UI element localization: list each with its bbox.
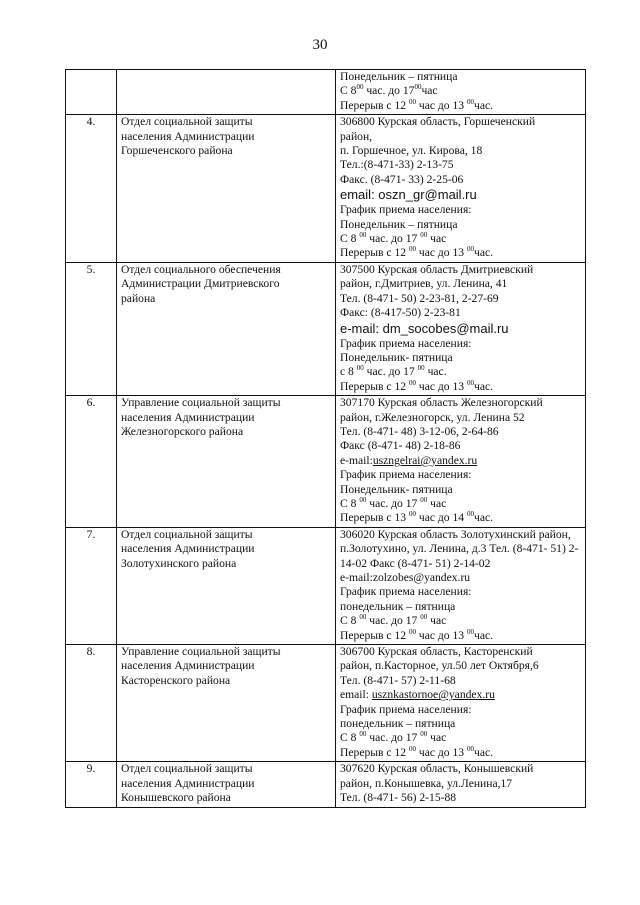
contact-info: 307500 Курская область Дмитриевский район, г.Дмитриев, ул. Ленина, 41 Тел. (8-471- 50) 2-23-81, 2-27-69 Факс: (8-417-50) 2-23-81 e-mail: dm_socobes@mail.ru График приема населения: Понедельник- пятница с 8 $^{00}$ час. до 17 $^{00}$ час. Перерыв с 12 $^{00}$ час до 13 $^{00}$час.: [336, 262, 586, 395]
row-number: 7.: [66, 527, 117, 644]
hours: С 8 $^{00}$ час. до 17 $^{00}$ час: [340, 613, 447, 628]
table-row-continuation: [66, 70, 586, 115]
email-link[interactable]: email: oszn_gr@mail.ru: [340, 187, 477, 203]
phone: Тел. (8-471- 56) 2-15-88: [340, 791, 457, 805]
info-cell: [336, 70, 586, 115]
address: 307170 Курская область Железногорский: [340, 396, 543, 410]
break: Перерыв с 12 $^{00}$ час до 13 $^{00}$час.: [340, 97, 494, 112]
email-link[interactable]: e-mail:zolzobes@yandex.ru: [340, 571, 471, 584]
hours: С 8 $^{00}$ час. до 17 $^{00}$ час: [340, 495, 447, 510]
email-link[interactable]: uszngelrai@yandex.ru: [372, 453, 478, 467]
org-name: Отдел социальной защиты населения Администрации Золотухинского района: [117, 527, 336, 644]
table-row: [66, 762, 586, 807]
org-name: Отдел социальной защиты населения Администрации Конышевского района: [117, 762, 336, 807]
row-number: 8.: [66, 645, 117, 762]
email: email: usznkastornoe@yandex.ru: [340, 688, 495, 702]
email: e-mail:uszngelrai@yandex.ru: [340, 453, 478, 467]
org-name: Управление социальной защиты населения Администрации Касторенского района: [117, 645, 336, 762]
contact-info: 306700 Курская область, Касторенский район, п.Касторное, ул.50 лет Октября,6 Тел. (8-471- 57) 2-11-68 email: usznkastornoe@yandex.ru График приема населения: понедельник – пятница С 8 $^{00}$ час. до 17 $^{00}$ час Перерыв с 12 $^{00}$ час до 13 $^{00}$час.: [336, 645, 586, 762]
contact-info: 307620 Курская область, Конышевский район, п.Конышевка, ул.Ленина,17 Тел. (8-471- 56) 2-15-88: [336, 762, 586, 807]
hours: с 8 $^{00}$ час. до 17 $^{00}$ час.: [340, 364, 447, 379]
weekdays: понедельник – пятница: [340, 599, 456, 613]
weekdays: Понедельник- пятница: [340, 350, 453, 364]
hours: С 8 $^{00}$ час. до 17 $^{00}$ час: [340, 730, 447, 745]
org-name: Отдел социального обеспечения Администрации Дмитриевского района: [117, 262, 336, 395]
page-number: 30: [312, 37, 328, 53]
phone: Тел. (8-471- 50) 2-23-81, 2-27-69: [340, 291, 499, 305]
schedule-title: График приема населения:: [340, 585, 472, 599]
address: 307620 Курская область, Конышевский: [340, 762, 534, 776]
row-number-cell: [66, 70, 117, 115]
break: Перерыв с 12 $^{00}$ час до 13 $^{00}$час.: [340, 744, 494, 759]
email-link[interactable]: e-mail: dm_socobes@mail.ru: [340, 320, 509, 336]
hours: С $8^{00}$ час. до $17^{00}час$: [340, 83, 438, 98]
schedule-title: График приема населения:: [340, 336, 472, 350]
weekdays: Понедельник- пятница: [340, 482, 453, 496]
address: 306800 Курская область, Горшеченский: [340, 115, 536, 129]
break: Перерыв с 12 $^{00}$ час до 13 $^{00}$час.: [340, 378, 494, 393]
hours: С 8 $^{00}$ час. до 17 $^{00}$ час: [340, 231, 447, 246]
table-row: [66, 262, 586, 395]
contacts-table: [65, 69, 586, 808]
org-name: Управление социальной защиты населения Администрации Железногорского района: [117, 396, 336, 528]
contact-info: [336, 527, 586, 644]
fax: Факс: (8-417-50) 2-23-81: [340, 306, 461, 320]
weekdays: понедельник – пятница: [340, 717, 456, 731]
row-number: 5.: [66, 262, 117, 395]
table-row: [66, 527, 586, 644]
phone: Тел.:(8-471-33) 2-13-75: [340, 158, 454, 172]
contact-info: 307170 Курская область Железногорский район, г.Железногорск, ул. Ленина 52 Тел. (8-471- 48) 3-12-06, 2-64-86 Факс (8-471- 48) 2-18-86 e-mail:uszngelrai@yandex.ru График приема населения: Понедельник- пятница С 8 $^{00}$ час. до 17 $^{00}$ час Перерыв с 13 $^{00}$ час до 14 $^{00}$час.: [336, 396, 586, 528]
weekdays: Понедельник – пятница: [340, 70, 458, 83]
schedule-title: График приема населения:: [340, 203, 472, 217]
org-name: Отдел социальной защиты населения Администрации Горшеченского района: [117, 115, 336, 263]
phone: Тел. (8-471- 57) 2-11-68: [340, 673, 456, 687]
fax: Факс (8-471- 48) 2-18-86: [340, 439, 461, 453]
schedule-title: График приема населения:: [340, 468, 472, 482]
table-row: [66, 645, 586, 762]
row-number: 4.: [66, 115, 117, 263]
row-number: 6.: [66, 396, 117, 528]
break: Перерыв с 12 $^{00}$ час до 13 $^{00}$час.: [340, 627, 494, 642]
address: 306700 Курская область, Касторенский: [340, 645, 533, 659]
table-row: [66, 396, 586, 528]
row-number: 9.: [66, 762, 117, 807]
phone: Тел. (8-471- 48) 3-12-06, 2-64-86: [340, 424, 499, 438]
address-phone-fax: 306020 Курская область Золотухинский район, п.Золотухино, ул. Ленина, д.3 Тел. (8-471- 51) 2-14-02 Факс (8-471- 51) 2-14-02: [340, 527, 579, 570]
schedule-title: График приема населения:: [340, 702, 472, 716]
fax: Факс. (8-471- 33) 2-25-06: [340, 172, 464, 186]
table-row: [66, 115, 586, 263]
address: 307500 Курская область Дмитриевский: [340, 262, 534, 276]
contact-info: 306800 Курская область, Горшеченский район, п. Горшечное, ул. Кирова, 18 Тел.:(8-471-33) 2-13-75 Факс. (8-471- 33) 2-25-06 email: oszn_gr@mail.ru График приема населения: Понедельник – пятница С 8 $^{00}$ час. до 17 $^{00}$ час Перерыв с 12 $^{00}$ час до 13 $^{00}$час.: [336, 115, 586, 263]
org-cell: [117, 70, 336, 115]
email-link[interactable]: usznkastornoe@yandex.ru: [371, 688, 495, 702]
weekdays: Понедельник – пятница: [340, 217, 458, 231]
break: Перерыв с 12 $^{00}$ час до 13 $^{00}$час.: [340, 245, 494, 260]
break: Перерыв с 13 $^{00}$ час до 14 $^{00}$час.: [340, 510, 494, 525]
